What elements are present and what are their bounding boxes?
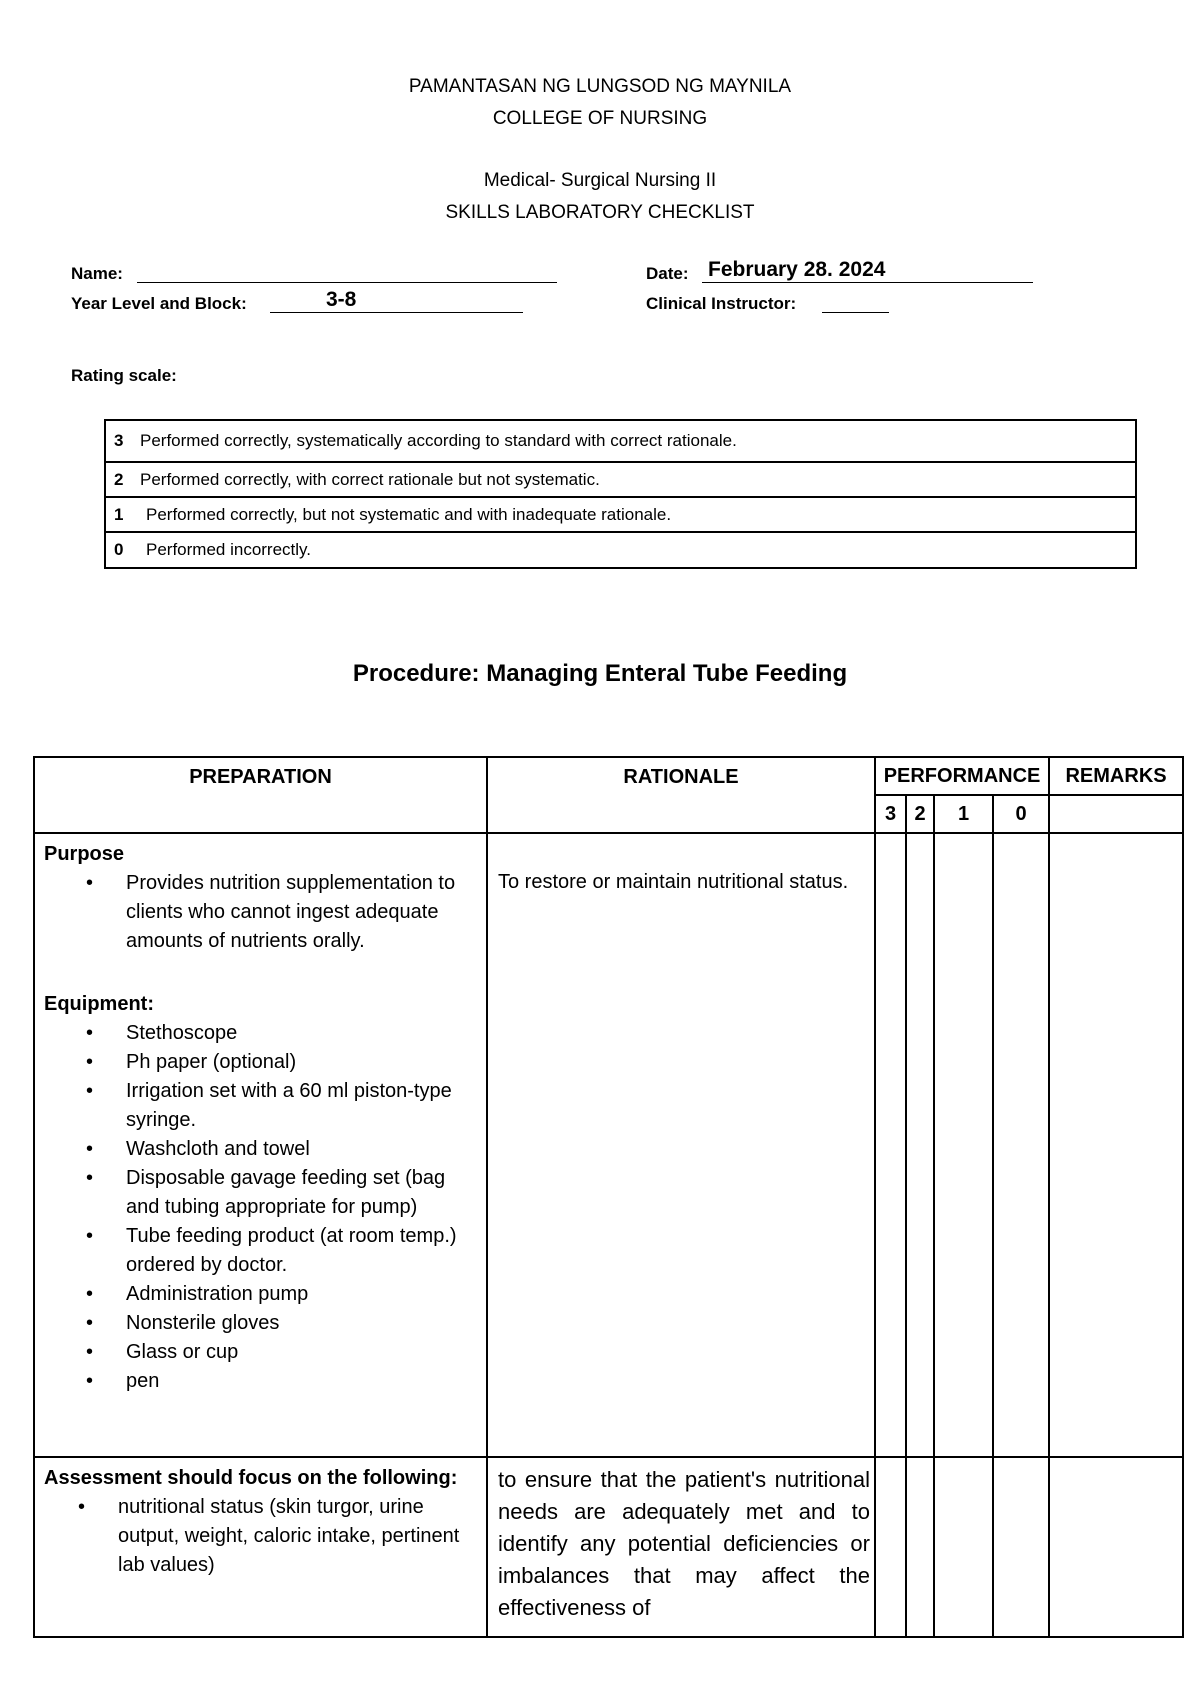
- preparation-cell: [34, 1457, 487, 1637]
- rating-scale-title: Rating scale:: [71, 366, 177, 385]
- list-item: • Administration pump: [126, 1280, 478, 1309]
- name-field[interactable]: [137, 282, 557, 283]
- instructor-label: Clinical Instructor:: [646, 294, 797, 313]
- score-header-3: 3: [875, 795, 906, 833]
- college-name: COLLEGE OF NURSING: [492, 108, 708, 129]
- purpose-list: [44, 869, 478, 956]
- score-cell-3[interactable]: [875, 1457, 906, 1637]
- instructor-field[interactable]: [822, 312, 889, 313]
- year-block-label: Year Level and Block:: [71, 294, 247, 313]
- assessment-list: [44, 1493, 478, 1580]
- rating-row: [105, 532, 1136, 568]
- assessment-content: [44, 1464, 478, 1628]
- list-item: • Ph paper (optional): [126, 1048, 478, 1077]
- remarks-subheader: [1049, 795, 1183, 833]
- rating-text: Performed correctly, systematically according to standard with correct rationale.: [140, 431, 737, 450]
- remarks-cell[interactable]: [1049, 833, 1183, 1457]
- header-row: [34, 757, 1183, 795]
- rating-row: [105, 420, 1136, 462]
- rating-text: Performed correctly, with correct rationale but not systematic.: [140, 469, 600, 489]
- date-label: Date:: [646, 264, 689, 283]
- remarks-cell[interactable]: [1049, 1457, 1183, 1637]
- list-item: • Washcloth and towel: [126, 1135, 478, 1164]
- course-title: Medical- Surgical Nursing II: [483, 170, 717, 191]
- remarks-header: REMARKS: [1049, 757, 1183, 795]
- list-item: • Provides nutrition supplementation to clients who cannot ingest adequate amounts of nutrients orally.: [126, 869, 478, 956]
- list-item: • pen: [126, 1367, 478, 1396]
- score-cell-2[interactable]: [906, 1457, 934, 1637]
- rating-score: 3: [114, 431, 124, 450]
- score-cell-1[interactable]: [934, 833, 993, 1457]
- preparation-header: PREPARATION: [34, 757, 487, 833]
- score-header-0: 0: [993, 795, 1049, 833]
- rating-cell: [105, 497, 1136, 532]
- rating-score: 0: [114, 540, 124, 559]
- score-cell-1[interactable]: [934, 1457, 993, 1637]
- equipment-title: Equipment:: [44, 993, 154, 1015]
- rating-cell: [105, 420, 1136, 462]
- rationale-text: to ensure that the patient's nutritional needs are adequately met and to identify any potential deficiencies or imbalances that may affect the effectiveness of: [498, 1467, 870, 1620]
- list-item: • Nonsterile gloves: [126, 1309, 478, 1338]
- year-block-value: 3-8: [326, 288, 357, 311]
- performance-header: PERFORMANCE: [875, 757, 1049, 795]
- list-item: • Tube feeding product (at room temp.) ordered by doctor.: [126, 1222, 478, 1280]
- list-item: • Glass or cup: [126, 1338, 478, 1367]
- list-item: • Stethoscope: [126, 1019, 478, 1048]
- name-label: Name:: [71, 264, 123, 283]
- rating-text: Performed correctly, but not systematic and with inadequate rationale.: [146, 504, 672, 524]
- rating-row: [105, 462, 1136, 497]
- list-item: • Irrigation set with a 60 ml piston-type syringe.: [126, 1077, 478, 1135]
- university-name: PAMANTASAN NG LUNGSOD NG MAYNILA: [408, 76, 792, 97]
- rating-score: 1: [114, 504, 124, 524]
- date-value: February 28. 2024: [708, 258, 886, 281]
- table-row: [34, 833, 1183, 1457]
- table-row: [34, 1457, 1183, 1637]
- list-item: • Disposable gavage feeding set (bag and tubing appropriate for pump): [126, 1164, 478, 1222]
- rating-scale-table: [104, 419, 1137, 569]
- rating-text: Performed incorrectly.: [146, 540, 312, 559]
- score-cell-3[interactable]: [875, 833, 906, 1457]
- rating-cell: [105, 462, 1136, 497]
- rationale-cell: [487, 1457, 875, 1637]
- checklist-table: [33, 756, 1184, 1638]
- rationale-header: RATIONALE: [487, 757, 875, 833]
- form-title: SKILLS LABORATORY CHECKLIST: [445, 202, 755, 223]
- score-header-2: 2: [906, 795, 934, 833]
- rationale-cell: To restore or maintain nutritional status.: [487, 833, 875, 1457]
- score-cell-0[interactable]: [993, 1457, 1049, 1637]
- procedure-title: Procedure: Managing Enteral Tube Feeding: [352, 660, 848, 687]
- assessment-title: Assessment should focus on the following:: [44, 1467, 458, 1489]
- rating-score: 2: [114, 469, 124, 489]
- score-cell-0[interactable]: [993, 833, 1049, 1457]
- rating-row: [105, 497, 1136, 532]
- list-item: • nutritional status (skin turgor, urine output, weight, caloric intake, pertinent lab values): [118, 1493, 478, 1580]
- preparation-cell: [34, 833, 487, 1457]
- purpose-title: Purpose: [44, 843, 125, 865]
- rating-cell: [105, 532, 1136, 568]
- date-field[interactable]: [702, 282, 1033, 283]
- score-header-1: 1: [934, 795, 993, 833]
- year-block-field[interactable]: [270, 312, 523, 313]
- equipment-list: [44, 1019, 478, 1396]
- score-cell-2[interactable]: [906, 833, 934, 1457]
